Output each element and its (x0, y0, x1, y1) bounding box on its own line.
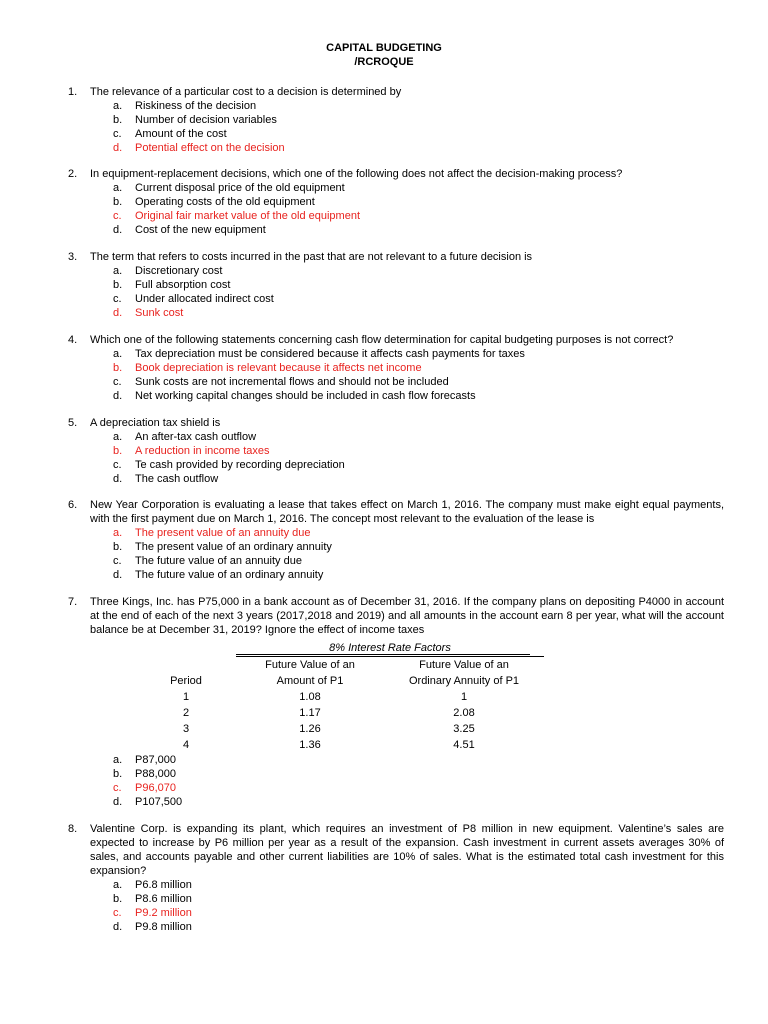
question-text: A depreciation tax shield is (90, 417, 221, 429)
option-b-answer: b. Book depreciation is relevant because it affects net income (113, 362, 422, 374)
question-text: New Year Corporation is evaluating a lease that takes effect on March 1, 2016. The company must make eight equal payments, with the first payment due on March 1, 2016. The concept most relevant to the evaluation of the lease is (90, 499, 724, 525)
option-c-answer: c. Original fair market value of the old equipment (113, 210, 361, 222)
table-row: 2 1.17 2.08 (182, 707, 475, 719)
option-a: a. Current disposal price of the old equipment (113, 182, 345, 194)
col2-header-line2: Ordinary Annuity of P1 (408, 675, 520, 687)
option-a: a. P6.8 million (113, 879, 192, 891)
question-number: 8. (68, 823, 78, 835)
table-row: 3 1.26 3.25 (182, 723, 475, 735)
question-number: 1. (68, 86, 78, 98)
question-5 (68, 416, 724, 486)
question-text: In equipment-replacement decisions, which one of the following does not affect the decision-making process? (90, 168, 623, 180)
question-number: 6. (68, 499, 78, 511)
question-text: The relevance of a particular cost to a decision is determined by (90, 86, 402, 98)
option-c: c. Te cash provided by recording depreciation (113, 459, 345, 471)
question-7-options (68, 753, 724, 809)
option-d: d. P107,500 (113, 796, 183, 808)
option-a: a. P87,000 (113, 754, 176, 766)
option-b: b. Number of decision variables (113, 114, 277, 126)
option-d: d. P9.8 million (113, 921, 192, 933)
question-text: Valentine Corp. is expanding its plant, which requires an investment of P8 million in new equipment. Valentine’s sales are expected to increase by P6 million per year as a result of the expansion. Cash investment in current assets averages 30% of sales, and accounts payable and other current liabilities are 10% of sales. What is the estimated total cash investment for this expansion? (90, 823, 724, 877)
question-number: 7. (68, 596, 78, 608)
option-d: d. The future value of an ordinary annuity (113, 569, 324, 581)
document-subtitle: /RCROQUE (354, 56, 414, 68)
period-header: Period (170, 675, 202, 687)
option-c-answer: c. P9.2 million (113, 907, 192, 919)
option-c-answer: c. P96,070 (113, 782, 176, 794)
table-header-rule (236, 654, 530, 655)
question-6 (68, 498, 724, 582)
question-8 (68, 822, 724, 934)
col1-header-line2: Amount of P1 (276, 675, 344, 687)
question-1 (68, 85, 724, 155)
option-a: a. An after-tax cash outflow (113, 431, 257, 443)
option-d-answer: d. Sunk cost (113, 307, 184, 319)
option-b-answer: b. A reduction in income taxes (113, 445, 270, 457)
option-a-answer: a. The present value of an annuity due (113, 527, 311, 539)
table-row: 1 1.08 1 (182, 691, 468, 703)
option-c: c. Sunk costs are not incremental flows and should not be included (113, 376, 449, 388)
question-7 (68, 595, 724, 637)
question-number: 2. (68, 168, 78, 180)
question-2 (68, 167, 724, 237)
option-a: a. Tax depreciation must be considered because it affects cash payments for taxes (113, 348, 525, 360)
question-text: The term that refers to costs incurred in the past that are not relevant to a future decision is (90, 251, 533, 263)
option-b: b. Operating costs of the old equipment (113, 196, 315, 208)
option-d: d. Net working capital changes should be included in cash flow forecasts (113, 390, 476, 402)
document-title: CAPITAL BUDGETING (326, 42, 442, 54)
table-caption: 8% Interest Rate Factors (236, 640, 544, 657)
question-text: Which one of the following statements concerning cash flow determination for capital budgeting purposes is not correct? (90, 334, 674, 346)
option-b: b. The present value of an ordinary annuity (113, 541, 332, 553)
option-b: b. P88,000 (113, 768, 176, 780)
col1-header-line1: Future Value of an (265, 659, 355, 671)
question-4 (68, 333, 724, 403)
option-a: a. Discretionary cost (113, 265, 223, 277)
interest-rate-table (136, 640, 544, 753)
question-number: 3. (68, 251, 78, 263)
option-c: c. Amount of the cost (113, 128, 227, 140)
option-c: c. Under allocated indirect cost (113, 293, 274, 305)
question-text: Three Kings, Inc. has P75,000 in a bank account as of December 31, 2016. If the company plans on depositing P4000 in account at the end of each of the next 3 years (2017,2018 and 2019) and all amounts in the account earn 8 per year, what will the account balance be at December 31, 2019? Ignore the effect of income taxes (90, 596, 724, 636)
question-number: 4. (68, 334, 78, 346)
option-c: c. The future value of an annuity due (113, 555, 302, 567)
option-d: d. Cost of the new equipment (113, 224, 266, 236)
table-row: 4 1.36 4.51 (182, 739, 475, 751)
option-b: b. Full absorption cost (113, 279, 231, 291)
option-b: b. P8.6 million (113, 893, 192, 905)
question-3 (68, 250, 724, 320)
option-a: a. Riskiness of the decision (113, 100, 257, 112)
option-d: d. The cash outflow (113, 473, 219, 485)
col2-header-line1: Future Value of an (419, 659, 509, 671)
question-number: 5. (68, 417, 78, 429)
option-d-answer: d. Potential effect on the decision (113, 142, 285, 154)
